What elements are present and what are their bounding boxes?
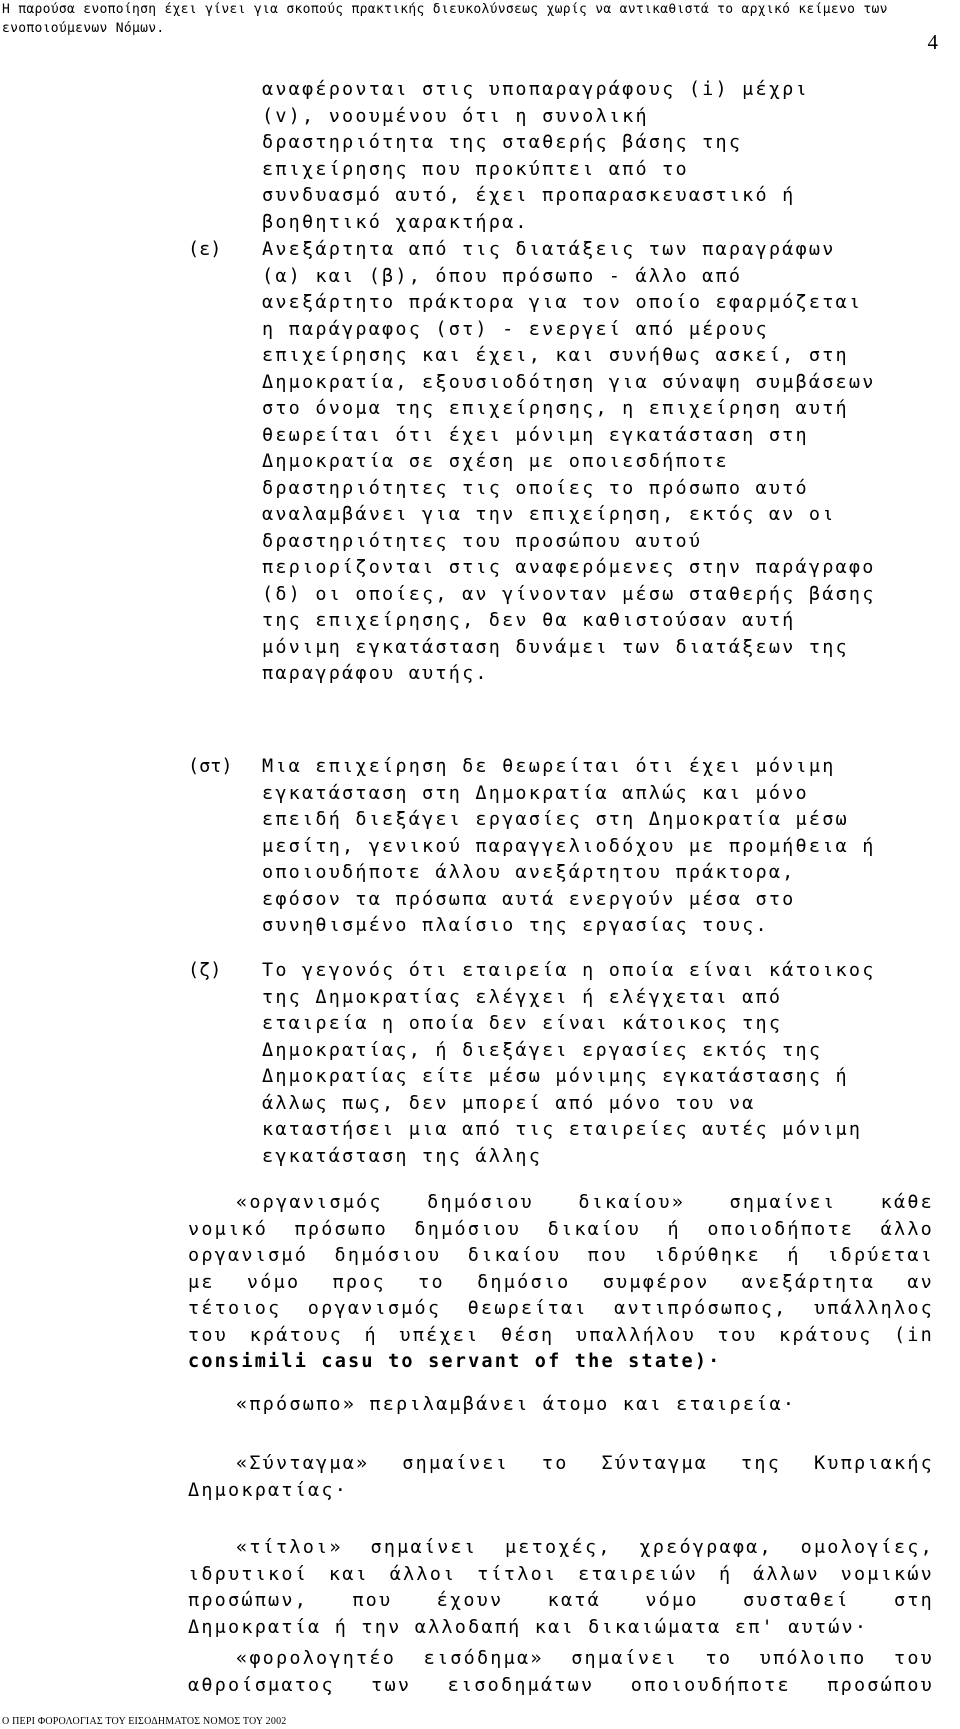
paragraph-label: (ζ) xyxy=(188,960,222,981)
text-line: επιχείρησης και έχει, και συνήθως ασκεί, στη xyxy=(262,345,849,366)
text-line: δραστηριότητα της σταθερής βάσης της xyxy=(262,132,743,153)
text-line: δραστηριότητες τις οποίες το πρόσωπο αυτό xyxy=(262,477,809,499)
text-line: του κράτους ή υπέχει θέση υπαλλήλου του κράτους (in xyxy=(188,1324,934,1346)
text-line: αθροίσματος των εισοδημάτων οποιουδήποτε προσώπου xyxy=(188,1674,934,1696)
text-line: συνηθισμένο πλαίσιο της εργασίας τους. xyxy=(262,915,769,936)
definition-first-line: «τίτλοι» σημαίνει μετοχές, χρεόγραφα, ομολογίες, xyxy=(236,1537,934,1558)
text-line: Το γεγονός ότι εταιρεία η οποία είναι κάτοικος xyxy=(262,960,876,981)
definition-first-line: «πρόσωπο» περιλαμβάνει άτομο και εταιρεία· xyxy=(236,1394,797,1415)
latin-phrase: consimili casu to servant of the state)· xyxy=(188,1351,722,1372)
text-line: θεωρείται ότι έχει μόνιμη εγκατάσταση στη xyxy=(262,424,809,446)
text-line: καταστήσει μια από τις εταιρείες αυτές μόνιμη xyxy=(262,1119,863,1140)
text-line: αναλαμβάνει για την επιχείρηση, εκτός αν οι xyxy=(262,504,836,525)
paragraph-z xyxy=(188,958,876,1170)
text-line: Ανεξάρτητα από τις διατάξεις των παραγράφων xyxy=(262,239,836,260)
definition-public-law-body xyxy=(188,1190,934,1376)
text-line: Δημοκρατία ή την αλλοδαπή και δικαιώματα επ' αυτών· xyxy=(188,1616,869,1638)
page-number: 4 xyxy=(927,30,938,54)
text-line: οργανισμό δημόσιου δικαίου που ιδρύθηκε ή ιδρύεται xyxy=(188,1245,934,1266)
text-line: Δημοκρατίας, ή διεξάγει εργασίες εκτός της xyxy=(262,1039,823,1061)
text-line: περιορίζονται στις αναφερόμενες στην παράγραφο xyxy=(262,557,876,578)
definition-constitution xyxy=(188,1451,934,1504)
text-line: με νόμο προς το δημόσιο συμφέρον ανεξάρτητα αν xyxy=(188,1271,934,1293)
text-line: Μια επιχείρηση δε θεωρείται ότι έχει μόνιμη xyxy=(262,756,836,777)
definition-first-line: «Σύνταγμα» σημαίνει το Σύνταγμα της Κυπριακής xyxy=(236,1453,934,1474)
paragraph-body xyxy=(262,754,876,940)
continuation-text xyxy=(262,77,809,236)
text-line: βοηθητικό χαρακτήρα. xyxy=(262,211,529,233)
paragraph-label: (στ) xyxy=(188,756,233,777)
text-line: δραστηριότητες του προσώπου αυτού xyxy=(262,530,703,552)
definition-first-line: «φορολογητέο εισόδημα» σημαίνει το υπόλοιπο του xyxy=(236,1648,934,1669)
text-line: η παράγραφος (στ) - ενεργεί από μέρους xyxy=(262,318,769,340)
text-line: (δ) οι οποίες, αν γίνονταν μέσω σταθερής βάσης xyxy=(262,583,876,605)
text-line: άλλως πως, δεν μπορεί από μόνο του να xyxy=(262,1092,756,1114)
text-line: εφόσον τα πρόσωπα αυτά ενεργούν μέσα στο xyxy=(262,888,796,910)
text-line: τέτοιος οργανισμός θεωρείται αντιπρόσωπος, υπάλληλος xyxy=(188,1298,934,1319)
consolidation-notice xyxy=(2,0,902,38)
definition-securities xyxy=(188,1535,934,1641)
text-line: συνδυασμό αυτό, έχει προπαρασκευαστικό ή xyxy=(262,185,796,206)
text-line: αναφέρονται στις υποπαραγράφους (i) μέχρι xyxy=(262,79,809,100)
text-line: ιδρυτικοί και άλλοι τίτλοι εταιρειών ή άλλων νομικών xyxy=(188,1563,934,1585)
text-line: της Δημοκρατίας ελέγχει ή ελέγχεται από xyxy=(262,986,783,1008)
definition-taxable-income xyxy=(188,1646,934,1699)
definition-person xyxy=(188,1392,934,1419)
footer-law-title: Ο ΠΕΡΙ ΦΟΡΟΛΟΓΙΑΣ ΤΟΥ ΕΙΣΟΔΗΜΑΤΟΣ ΝΟΜΟΣ ΤΟΥ 2002 xyxy=(2,1716,287,1727)
paragraph-label: (ε) xyxy=(188,239,222,260)
text-line: επιχείρησης που προκύπτει από το xyxy=(262,158,689,180)
text-line: εγκατάσταση της άλλης xyxy=(262,1145,543,1167)
text-line: Δημοκρατίας είτε μέσω μόνιμης εγκατάστασης ή xyxy=(262,1066,849,1087)
text-line: (v), νοουμένου ότι η συνολική xyxy=(262,105,649,127)
text-line: μόνιμη εγκατάσταση δυνάμει των διατάξεων της xyxy=(262,636,849,658)
text-line: Δημοκρατία, εξουσιοδότηση για σύναψη συμβάσεων xyxy=(262,371,876,393)
notice-line: ενοποιούμενων Νόμων. xyxy=(2,21,165,36)
text-line: εγκατάσταση στη Δημοκρατία απλώς και μόνο xyxy=(262,782,809,804)
text-line: (α) και (β), όπου πρόσωπο - άλλο από xyxy=(262,265,743,287)
text-line: Δημοκρατίας· xyxy=(188,1479,349,1501)
paragraph-e xyxy=(188,237,876,688)
paragraph-body xyxy=(262,958,876,1170)
paragraph-st xyxy=(188,754,876,940)
text-line: Δημοκρατία σε σχέση με οποιεσδήποτε xyxy=(262,451,729,472)
text-line: της επιχείρησης, δεν θα καθιστούσαν αυτή xyxy=(262,610,796,631)
text-line: στο όνομα της επιχείρησης, η επιχείρηση αυτή xyxy=(262,398,849,419)
text-line: εταιρεία η οποία δεν είναι κάτοικος της xyxy=(262,1013,783,1034)
text-line: επειδή διεξάγει εργασίες στη Δημοκρατία μέσω xyxy=(262,809,849,830)
text-line: ανεξάρτητο πράκτορα για τον οποίο εφαρμόζεται xyxy=(262,292,863,313)
text-line: παραγράφου αυτής. xyxy=(262,663,489,684)
paragraph-body xyxy=(262,237,876,688)
text-line: νομικό πρόσωπο δημόσιου δικαίου ή οποιοδήποτε άλλο xyxy=(188,1218,934,1240)
definition-first-line: «οργανισμός δημόσιου δικαίου» σημαίνει κάθε xyxy=(236,1192,934,1213)
notice-line: Η παρούσα ενοποίηση έχει γίνει για σκοπούς πρακτικής διευκολύνσεως χωρίς να αντικαθιστά το αρχικό κείμενο των xyxy=(2,2,888,17)
text-line: οποιουδήποτε άλλου ανεξάρτητου πράκτορα, xyxy=(262,862,796,883)
text-line: μεσίτη, γενικού παραγγελιοδόχου με προμήθεια ή xyxy=(262,835,876,857)
text-line: προσώπων, που έχουν κατά νόμο συσταθεί στη xyxy=(188,1590,934,1611)
